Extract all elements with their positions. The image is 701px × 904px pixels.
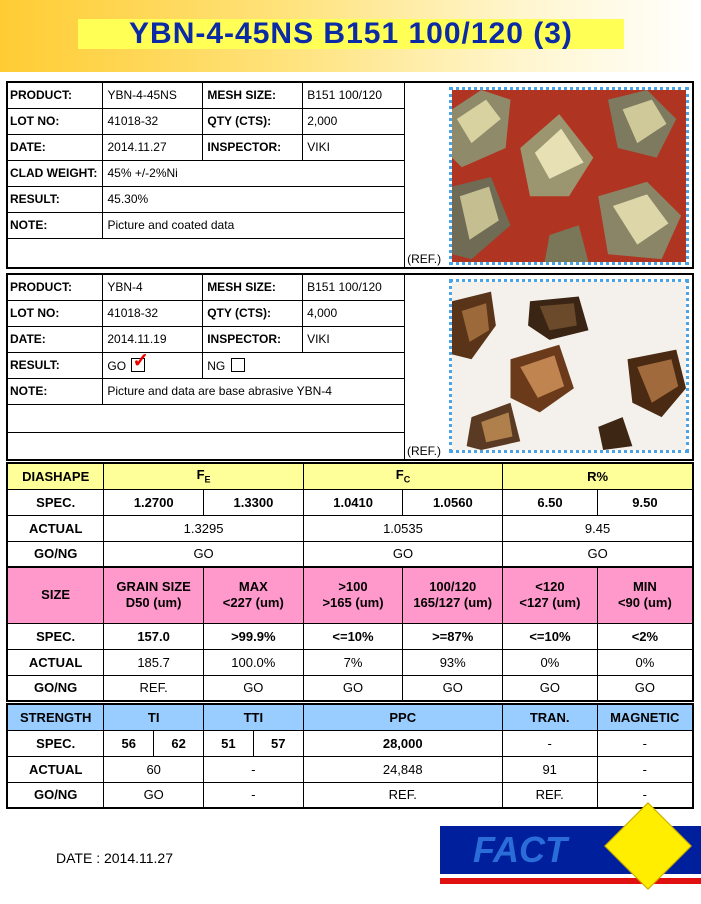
- h-line1: 100/120: [429, 579, 477, 595]
- h-line2: 165/127 (um): [413, 595, 493, 611]
- h-line1: GRAIN SIZE: [116, 579, 191, 595]
- footer-date: DATE : 2014.11.27: [56, 850, 173, 866]
- actual-label: ACTUAL: [7, 649, 104, 675]
- note-extra: [7, 238, 405, 268]
- clad-label: CLAD WEIGHT:: [7, 160, 103, 186]
- gong-cell: GO: [597, 675, 693, 701]
- diashape-header: DIASHAPE: [7, 463, 104, 489]
- spec-cell: <=10%: [503, 623, 598, 649]
- footer-red-bar: [440, 878, 701, 884]
- size-header: SIZE: [7, 567, 104, 623]
- h-line2: >165 (um): [322, 595, 384, 611]
- actual-cell: 93%: [403, 649, 503, 675]
- gong-cell: GO: [104, 541, 303, 567]
- spec-cell: -: [597, 730, 693, 756]
- spec-cell: 51: [204, 730, 254, 756]
- size-table: [6, 566, 694, 702]
- h-line1: >100: [338, 579, 368, 595]
- spec-label: SPEC.: [7, 730, 104, 756]
- fc-subscript: C: [403, 475, 411, 486]
- actual-cell: 0%: [597, 649, 693, 675]
- spec-cell: 1.0560: [403, 489, 503, 515]
- date-value: 2014.11.19: [103, 326, 203, 352]
- mesh-value: B151 100/120: [303, 82, 405, 108]
- h-line1: MIN: [632, 579, 657, 595]
- fe-subscript: E: [204, 475, 211, 486]
- coated-photo-ref: (REF.): [407, 252, 442, 266]
- product-value: YBN-4: [103, 274, 203, 300]
- go-label: GO: [107, 358, 127, 373]
- spec-cell: 1.3300: [204, 489, 304, 515]
- gong-cell: -: [204, 782, 304, 808]
- date-label: DATE:: [7, 326, 103, 352]
- qty-value: 4,000: [303, 300, 405, 326]
- go-checkbox[interactable]: [131, 352, 150, 372]
- fe-header: [104, 463, 303, 489]
- spec-cell: 1.2700: [104, 489, 204, 515]
- spec-label: SPEC.: [7, 489, 104, 515]
- actual-cell: 0%: [503, 649, 598, 675]
- lot-value: 41018-32: [103, 300, 203, 326]
- actual-cell: 9.45: [503, 515, 693, 541]
- spec-cell: 1.0410: [303, 489, 403, 515]
- product-value: YBN-4-45NS: [103, 82, 203, 108]
- gong-cell: REF.: [502, 782, 597, 808]
- page-title: YBN-4-45NS B151 100/120 (3): [129, 17, 573, 50]
- actual-cell: 1.0535: [303, 515, 502, 541]
- actual-cell: 185.7: [104, 649, 204, 675]
- result-label: RESULT:: [7, 352, 103, 378]
- gong-label: GO/NG: [7, 541, 104, 567]
- clad-value: 45% +/-2%Ni: [103, 160, 405, 186]
- tran-header: TRAN.: [502, 704, 597, 730]
- spec-label: SPEC.: [7, 623, 104, 649]
- note-label: NOTE:: [7, 378, 103, 404]
- coated-photo-cell: [405, 82, 693, 268]
- diamond-logo-icon: [604, 802, 692, 890]
- magnetic-header: MAGNETIC: [597, 704, 693, 730]
- h-line2: D50 (um): [125, 595, 182, 611]
- ng-label: NG: [207, 358, 226, 373]
- gong-cell: REF.: [303, 782, 502, 808]
- spec-cell: <=10%: [303, 623, 403, 649]
- spec-cell: 157.0: [104, 623, 204, 649]
- spec-cell: 57: [253, 730, 303, 756]
- strength-header: STRENGTH: [7, 704, 104, 730]
- h-line2: <227 (um): [222, 595, 284, 611]
- gong-cell: GO: [203, 675, 303, 701]
- note-value: Picture and data are base abrasive YBN-4: [103, 378, 405, 404]
- base-info-table: [6, 273, 694, 461]
- actual-label: ACTUAL: [7, 515, 104, 541]
- inspector-value: VIKI: [303, 134, 405, 160]
- max-header: [203, 567, 303, 623]
- spec-cell: 56: [104, 730, 154, 756]
- result-ng: [203, 352, 405, 378]
- lot-value: 41018-32: [103, 108, 203, 134]
- spec-cell: 9.50: [597, 489, 693, 515]
- fc-letter: F: [395, 467, 404, 483]
- spec-cell: 28,000: [303, 730, 502, 756]
- spec-cell: 62: [154, 730, 204, 756]
- date-label: DATE:: [7, 134, 103, 160]
- tti-header: TTI: [204, 704, 304, 730]
- gong-cell: REF.: [104, 675, 204, 701]
- result-go: [103, 352, 203, 378]
- fact-logo: FACT: [473, 829, 567, 870]
- check-icon: ✓: [132, 352, 150, 372]
- note-extra: [7, 404, 404, 432]
- actual-cell: 7%: [303, 649, 403, 675]
- spec-cell: -: [502, 730, 597, 756]
- qty-value: 2,000: [303, 108, 405, 134]
- actual-cell: -: [204, 756, 304, 782]
- mesh-value: B151 100/120: [303, 274, 405, 300]
- h-line1: MAX: [238, 579, 268, 595]
- base-crystal-photo: [449, 279, 689, 453]
- mesh-label: MESH SIZE:: [203, 82, 303, 108]
- actual-cell: 24,848: [303, 756, 502, 782]
- product-label: PRODUCT:: [7, 82, 103, 108]
- qty-label: QTY (CTS):: [203, 108, 303, 134]
- qty-label: QTY (CTS):: [203, 300, 303, 326]
- mesh-label: MESH SIZE:: [203, 274, 303, 300]
- actual-label: ACTUAL: [7, 756, 104, 782]
- result-label: RESULT:: [7, 186, 103, 212]
- note-label: NOTE:: [7, 212, 103, 238]
- under120-header: [503, 567, 598, 623]
- coated-crystal-photo: [449, 87, 689, 265]
- inspector-value: VIKI: [303, 326, 405, 352]
- spec-cell: <2%: [597, 623, 693, 649]
- note-value: Picture and coated data: [103, 212, 405, 238]
- base-photo-ref: (REF.): [406, 444, 441, 458]
- gong-label: GO/NG: [7, 675, 104, 701]
- ti-header: TI: [104, 704, 204, 730]
- grain-size-header: [104, 567, 204, 623]
- inspector-label: INSPECTOR:: [203, 134, 303, 160]
- h-line2: <90 (um): [617, 595, 672, 611]
- gong-label: GO/NG: [7, 782, 104, 808]
- coated-info-table: [6, 81, 694, 269]
- actual-cell: 91: [502, 756, 597, 782]
- actual-cell: 60: [104, 756, 204, 782]
- actual-cell: 100.0%: [203, 649, 303, 675]
- min-header: [597, 567, 693, 623]
- gong-cell: GO: [503, 541, 693, 567]
- over100-header: [303, 567, 403, 623]
- date-value: 2014.11.27: [103, 134, 203, 160]
- fc-header: [303, 463, 502, 489]
- lot-label: LOT NO:: [7, 300, 103, 326]
- result-value: 45.30%: [103, 186, 405, 212]
- base-photo-cell: [404, 274, 693, 460]
- actual-cell: -: [597, 756, 693, 782]
- actual-cell: 1.3295: [104, 515, 303, 541]
- h-line2: <127 (um): [519, 595, 581, 611]
- spec-cell: >99.9%: [203, 623, 303, 649]
- spec-cell: >=87%: [403, 623, 503, 649]
- gong-cell: GO: [303, 541, 502, 567]
- diashape-table: [6, 462, 694, 568]
- ppc-header: PPC: [303, 704, 502, 730]
- fe-letter: F: [196, 467, 205, 483]
- gong-cell: GO: [403, 675, 503, 701]
- gong-cell: -: [597, 782, 693, 808]
- gong-cell: GO: [503, 675, 598, 701]
- mesh-100-120-header: [403, 567, 503, 623]
- spec-cell: 6.50: [503, 489, 598, 515]
- gong-cell: GO: [104, 782, 204, 808]
- ng-checkbox[interactable]: [231, 358, 245, 372]
- r-header: R%: [503, 463, 693, 489]
- strength-table: [6, 703, 694, 809]
- product-label: PRODUCT:: [7, 274, 103, 300]
- note-extra: [7, 432, 404, 460]
- gong-cell: GO: [303, 675, 403, 701]
- h-line1: <120: [535, 579, 565, 595]
- inspector-label: INSPECTOR:: [203, 326, 303, 352]
- lot-label: LOT NO:: [7, 108, 103, 134]
